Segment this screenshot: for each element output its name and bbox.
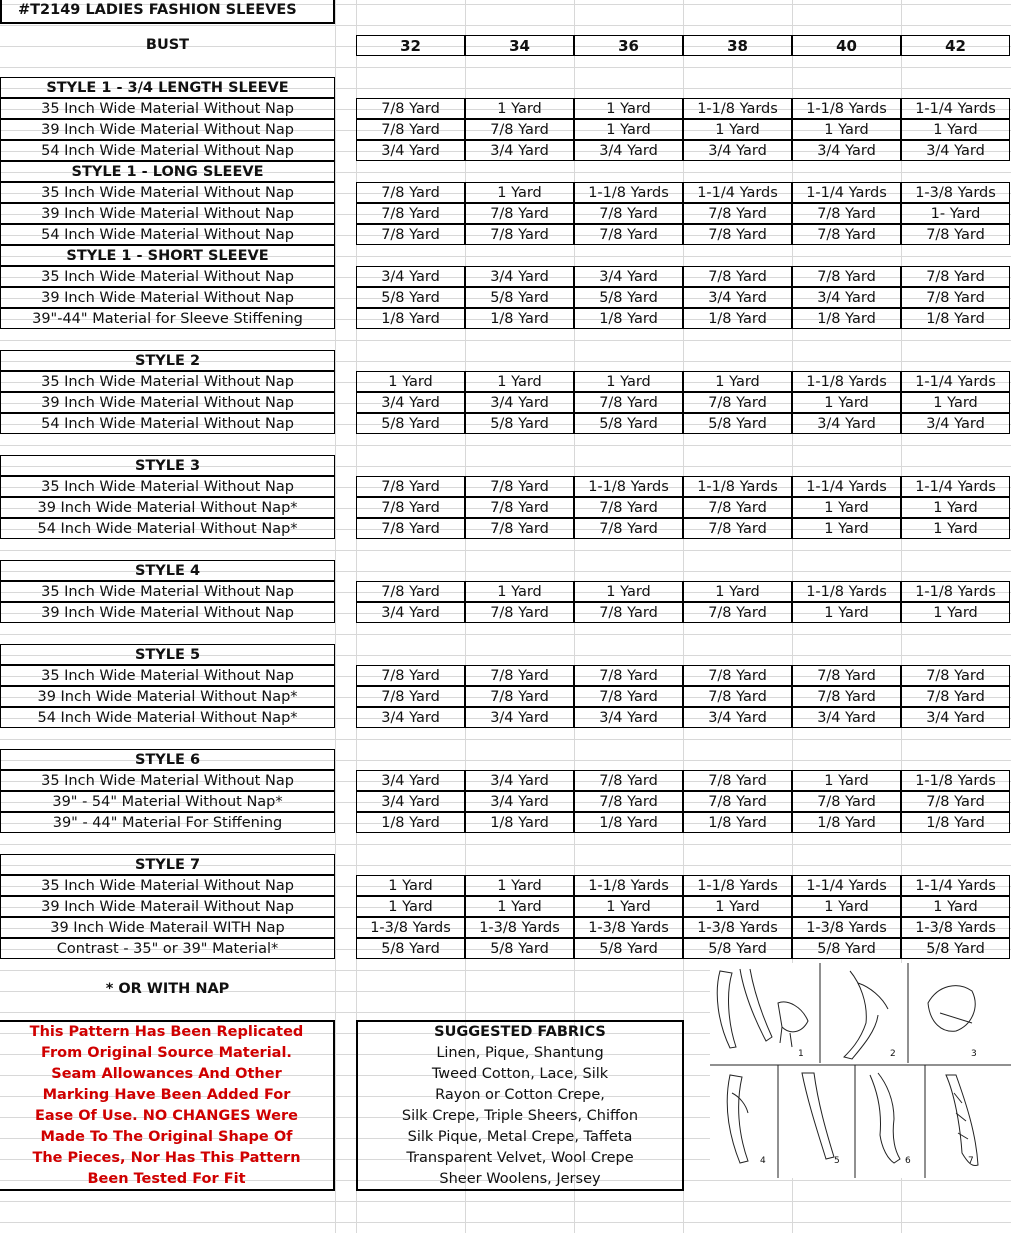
yardage-value: 3/4 Yard <box>901 707 1010 728</box>
material-label: 54 Inch Wide Material Without Nap <box>0 224 335 245</box>
yardage-value: 7/8 Yard <box>465 686 574 707</box>
yardage-value: 1-1/8 Yards <box>901 581 1010 602</box>
yardage-value: 1 Yard <box>465 875 574 896</box>
yardage-value: 3/4 Yard <box>683 707 792 728</box>
yardage-value: 5/8 Yard <box>465 413 574 434</box>
yardage-value: 3/4 Yard <box>901 140 1010 161</box>
yardage-value: 7/8 Yard <box>465 476 574 497</box>
yardage-value: 5/8 Yard <box>901 938 1010 959</box>
yardage-value: 3/4 Yard <box>356 392 465 413</box>
yardage-value: 1 Yard <box>901 497 1010 518</box>
yardage-value: 3/4 Yard <box>356 770 465 791</box>
yardage-value: 1-1/8 Yards <box>683 875 792 896</box>
notice-line: Marking Have Been Added For <box>42 1087 291 1103</box>
yardage-value: 1/8 Yard <box>465 812 574 833</box>
yardage-value: 1-1/4 Yards <box>901 371 1010 392</box>
yardage-value: 3/4 Yard <box>465 770 574 791</box>
yardage-value: 1-1/8 Yards <box>792 98 901 119</box>
yardage-value: 7/8 Yard <box>574 224 683 245</box>
yardage-value: 5/8 Yard <box>683 938 792 959</box>
fabric-line: Transparent Velvet, Wool Crepe <box>406 1150 634 1166</box>
yardage-value: 1 Yard <box>465 98 574 119</box>
notice-line: Seam Allowances And Other <box>51 1066 282 1082</box>
material-label: 39 Inch Wide Material Without Nap <box>0 287 335 308</box>
fabric-line: Silk Crepe, Triple Sheers, Chiffon <box>401 1108 639 1124</box>
yardage-value: 7/8 Yard <box>792 224 901 245</box>
yardage-value: 7/8 Yard <box>683 497 792 518</box>
material-label: 35 Inch Wide Material Without Nap <box>0 266 335 287</box>
section-heading: STYLE 7 <box>0 854 335 875</box>
yardage-value: 1 Yard <box>792 518 901 539</box>
section-heading: STYLE 5 <box>0 644 335 665</box>
yardage-value: 1 Yard <box>901 119 1010 140</box>
yardage-value: 1-3/8 Yards <box>683 917 792 938</box>
yardage-value: 7/8 Yard <box>356 518 465 539</box>
yardage-value: 3/4 Yard <box>683 140 792 161</box>
yardage-value: 1-3/8 Yards <box>356 917 465 938</box>
yardage-value: 7/8 Yard <box>356 203 465 224</box>
suggested-fabrics-box <box>356 1020 684 1191</box>
yardage-value: 5/8 Yard <box>356 413 465 434</box>
sheet-title: #T2149 LADIES FASHION SLEEVES <box>0 0 335 24</box>
yardage-value: 7/8 Yard <box>901 266 1010 287</box>
yardage-value: 7/8 Yard <box>683 203 792 224</box>
yardage-value: 5/8 Yard <box>465 287 574 308</box>
yardage-value: 7/8 Yard <box>465 665 574 686</box>
yardage-value: 5/8 Yard <box>356 287 465 308</box>
yardage-value: 7/8 Yard <box>574 791 683 812</box>
yardage-value: 5/8 Yard <box>574 938 683 959</box>
grid-line <box>335 0 336 1233</box>
yardage-value: 3/4 Yard <box>792 287 901 308</box>
yardage-value: 3/4 Yard <box>574 266 683 287</box>
section-heading: STYLE 4 <box>0 560 335 581</box>
yardage-value: 1 Yard <box>683 581 792 602</box>
material-label: 39" - 44" Material For Stiffening <box>0 812 335 833</box>
yardage-value: 1-1/4 Yards <box>792 875 901 896</box>
yardage-value: 7/8 Yard <box>901 224 1010 245</box>
material-label: 35 Inch Wide Material Without Nap <box>0 581 335 602</box>
sketch-number: 5 <box>834 1156 840 1166</box>
notice-line: Made To The Original Shape Of <box>40 1129 293 1145</box>
sketch-number: 4 <box>760 1156 766 1166</box>
yardage-value: 7/8 Yard <box>683 224 792 245</box>
material-label: 35 Inch Wide Material Without Nap <box>0 476 335 497</box>
yardage-value: 7/8 Yard <box>574 770 683 791</box>
yardage-value: 7/8 Yard <box>356 497 465 518</box>
yardage-value: 7/8 Yard <box>792 686 901 707</box>
yardage-value: 7/8 Yard <box>901 686 1010 707</box>
yardage-value: 7/8 Yard <box>356 665 465 686</box>
yardage-value: 1 Yard <box>901 896 1010 917</box>
yardage-value: 1 Yard <box>792 119 901 140</box>
size-header: 38 <box>683 35 792 56</box>
material-label: 35 Inch Wide Material Without Nap <box>0 182 335 203</box>
yardage-value: 1-3/8 Yards <box>574 917 683 938</box>
bust-label: BUST <box>145 37 190 53</box>
section-heading: STYLE 1 - 3/4 LENGTH SLEEVE <box>0 77 335 98</box>
material-label: 39 Inch Wide Materail Without Nap <box>0 896 335 917</box>
yardage-value: 7/8 Yard <box>465 119 574 140</box>
yardage-value: 7/8 Yard <box>356 98 465 119</box>
yardage-value: 3/4 Yard <box>465 392 574 413</box>
yardage-value: 1-1/8 Yards <box>792 581 901 602</box>
yardage-value: 7/8 Yard <box>683 392 792 413</box>
yardage-value: 1-3/8 Yards <box>901 917 1010 938</box>
yardage-value: 7/8 Yard <box>683 518 792 539</box>
yardage-value: 3/4 Yard <box>356 707 465 728</box>
notice-line: Ease Of Use. NO CHANGES Were <box>35 1108 298 1124</box>
yardage-value: 1 Yard <box>792 770 901 791</box>
yardage-value: 7/8 Yard <box>792 791 901 812</box>
yardage-value: 1-1/8 Yards <box>574 875 683 896</box>
yardage-value: 3/4 Yard <box>356 266 465 287</box>
yardage-value: 1/8 Yard <box>574 308 683 329</box>
notice-line: This Pattern Has Been Replicated <box>29 1024 304 1040</box>
yardage-value: 7/8 Yard <box>356 581 465 602</box>
material-label: 35 Inch Wide Material Without Nap <box>0 875 335 896</box>
yardage-value: 1/8 Yard <box>901 308 1010 329</box>
yardage-value: 1 Yard <box>574 98 683 119</box>
material-label: 39 Inch Wide Material Without Nap* <box>0 497 335 518</box>
fabric-line: Linen, Pique, Shantung <box>436 1045 604 1061</box>
yardage-value: 7/8 Yard <box>574 497 683 518</box>
yardage-value: 3/4 Yard <box>792 413 901 434</box>
material-label: 54 Inch Wide Material Without Nap* <box>0 518 335 539</box>
yardage-value: 5/8 Yard <box>465 938 574 959</box>
size-header: 42 <box>901 35 1010 56</box>
yardage-value: 1 Yard <box>792 392 901 413</box>
yardage-value: 7/8 Yard <box>792 266 901 287</box>
yardage-value: 1-1/4 Yards <box>792 476 901 497</box>
section-heading: STYLE 1 - SHORT SLEEVE <box>0 245 335 266</box>
material-label: 39 Inch Wide Material Without Nap <box>0 392 335 413</box>
material-label: 39 Inch Wide Material Without Nap <box>0 602 335 623</box>
yardage-value: 7/8 Yard <box>465 497 574 518</box>
yardage-value: 7/8 Yard <box>356 182 465 203</box>
yardage-value: 1-1/4 Yards <box>901 98 1010 119</box>
yardage-value: 7/8 Yard <box>465 203 574 224</box>
yardage-value: 3/4 Yard <box>792 140 901 161</box>
yardage-value: 1 Yard <box>574 896 683 917</box>
yardage-value: 7/8 Yard <box>356 119 465 140</box>
yardage-value: 1 Yard <box>356 875 465 896</box>
yardage-value: 5/8 Yard <box>574 287 683 308</box>
material-label: 39 Inch Wide Material Without Nap <box>0 119 335 140</box>
yardage-value: 1/8 Yard <box>792 308 901 329</box>
yardage-value: 1-1/8 Yards <box>792 371 901 392</box>
yardage-value: 1/8 Yard <box>683 308 792 329</box>
yardage-value: 1 Yard <box>574 581 683 602</box>
yardage-value: 7/8 Yard <box>901 665 1010 686</box>
size-header: 40 <box>792 35 901 56</box>
yardage-value: 7/8 Yard <box>792 203 901 224</box>
material-label: 35 Inch Wide Material Without Nap <box>0 665 335 686</box>
yardage-value: 1-1/8 Yards <box>574 182 683 203</box>
material-label: 39" - 54" Material Without Nap* <box>0 791 335 812</box>
sketch-number: 1 <box>798 1049 804 1059</box>
material-label: Contrast - 35" or 39" Material* <box>0 938 335 959</box>
yardage-value: 1-1/4 Yards <box>792 182 901 203</box>
sketch-number: 6 <box>905 1156 911 1166</box>
yardage-value: 3/4 Yard <box>356 791 465 812</box>
yardage-value: 7/8 Yard <box>574 203 683 224</box>
material-label: 39"-44" Material for Sleeve Stiffening <box>0 308 335 329</box>
yardage-value: 7/8 Yard <box>356 476 465 497</box>
yardage-value: 1 Yard <box>574 119 683 140</box>
yardage-value: 7/8 Yard <box>465 224 574 245</box>
yardage-value: 3/4 Yard <box>465 140 574 161</box>
yardage-value: 1-3/8 Yards <box>792 917 901 938</box>
yardage-value: 1/8 Yard <box>356 308 465 329</box>
yardage-value: 1-1/8 Yards <box>683 98 792 119</box>
yardage-value: 1/8 Yard <box>792 812 901 833</box>
yardage-value: 7/8 Yard <box>356 686 465 707</box>
yardage-value: 7/8 Yard <box>574 392 683 413</box>
yardage-value: 1-1/4 Yards <box>901 875 1010 896</box>
yardage-value: 7/8 Yard <box>683 665 792 686</box>
fabric-line: Sheer Woolens, Jersey <box>439 1171 601 1187</box>
yardage-value: 3/4 Yard <box>574 707 683 728</box>
yardage-value: 7/8 Yard <box>901 287 1010 308</box>
yardage-value: 3/4 Yard <box>465 791 574 812</box>
notice-line: From Original Source Material. <box>41 1045 292 1061</box>
yardage-value: 5/8 Yard <box>683 413 792 434</box>
yardage-value: 3/4 Yard <box>792 707 901 728</box>
material-label: 54 Inch Wide Material Without Nap <box>0 140 335 161</box>
sketch-number: 2 <box>890 1049 896 1059</box>
yardage-value: 3/4 Yard <box>683 287 792 308</box>
sleeve-sketches-illustration <box>710 963 1011 1178</box>
material-label: 35 Inch Wide Material Without Nap <box>0 98 335 119</box>
yardage-value: 7/8 Yard <box>574 602 683 623</box>
yardage-value: 1 Yard <box>901 518 1010 539</box>
yardage-value: 1-1/4 Yards <box>901 476 1010 497</box>
yardage-value: 5/8 Yard <box>574 413 683 434</box>
yardage-value: 1 Yard <box>465 896 574 917</box>
notice-box <box>0 1020 335 1191</box>
yardage-value: 3/4 Yard <box>356 602 465 623</box>
fabric-line: Rayon or Cotton Crepe, <box>435 1087 605 1103</box>
yardage-value: 1 Yard <box>901 602 1010 623</box>
yardage-value: 1/8 Yard <box>901 812 1010 833</box>
yardage-value: 1/8 Yard <box>574 812 683 833</box>
yardage-value: 5/8 Yard <box>792 938 901 959</box>
yardage-value: 3/4 Yard <box>356 140 465 161</box>
yardage-value: 3/4 Yard <box>465 266 574 287</box>
yardage-value: 1 Yard <box>356 371 465 392</box>
yardage-value: 1 Yard <box>792 602 901 623</box>
yardage-value: 3/4 Yard <box>574 140 683 161</box>
fabric-line: Silk Pique, Metal Crepe, Taffeta <box>407 1129 633 1145</box>
yardage-value: 7/8 Yard <box>683 602 792 623</box>
material-label: 35 Inch Wide Material Without Nap <box>0 371 335 392</box>
size-header: 34 <box>465 35 574 56</box>
yardage-value: 1-1/8 Yards <box>901 770 1010 791</box>
fabrics-heading: SUGGESTED FABRICS <box>434 1024 606 1040</box>
notice-line: The Pieces, Nor Has This Pattern <box>32 1150 301 1166</box>
footnote: * OR WITH NAP <box>105 981 230 997</box>
yardage-value: 7/8 Yard <box>574 665 683 686</box>
yardage-value: 1-1/4 Yards <box>683 182 792 203</box>
yardage-value: 1-1/8 Yards <box>574 476 683 497</box>
section-heading: STYLE 2 <box>0 350 335 371</box>
material-label: 39 Inch Wide Material Without Nap <box>0 203 335 224</box>
yardage-value: 5/8 Yard <box>356 938 465 959</box>
material-label: 54 Inch Wide Material Without Nap <box>0 413 335 434</box>
material-label: 35 Inch Wide Material Without Nap <box>0 770 335 791</box>
sketch-number: 7 <box>968 1156 974 1166</box>
section-heading: STYLE 6 <box>0 749 335 770</box>
yardage-value: 7/8 Yard <box>683 791 792 812</box>
yardage-value: 1 Yard <box>356 896 465 917</box>
yardage-value: 7/8 Yard <box>465 518 574 539</box>
yardage-value: 7/8 Yard <box>792 665 901 686</box>
yardage-value: 1 Yard <box>574 371 683 392</box>
yardage-value: 1-3/8 Yards <box>465 917 574 938</box>
section-heading: STYLE 3 <box>0 455 335 476</box>
yardage-value: 1 Yard <box>901 392 1010 413</box>
yardage-value: 3/4 Yard <box>901 413 1010 434</box>
yardage-value: 1 Yard <box>683 371 792 392</box>
yardage-value: 1 Yard <box>465 371 574 392</box>
material-label: 39 Inch Wide Material Without Nap* <box>0 686 335 707</box>
material-label: 39 Inch Wide Materail WITH Nap <box>0 917 335 938</box>
yardage-value: 7/8 Yard <box>683 686 792 707</box>
yardage-value: 1 Yard <box>683 119 792 140</box>
yardage-value: 3/4 Yard <box>465 707 574 728</box>
yardage-value: 1/8 Yard <box>356 812 465 833</box>
yardage-value: 7/8 Yard <box>356 224 465 245</box>
fabric-line: Tweed Cotton, Lace, Silk <box>431 1066 609 1082</box>
yardage-value: 1 Yard <box>465 581 574 602</box>
yardage-value: 1-1/8 Yards <box>683 476 792 497</box>
yardage-value: 7/8 Yard <box>901 791 1010 812</box>
yardage-value: 7/8 Yard <box>574 518 683 539</box>
yardage-value: 1/8 Yard <box>683 812 792 833</box>
size-header: 32 <box>356 35 465 56</box>
yardage-value: 7/8 Yard <box>574 686 683 707</box>
notice-line: Been Tested For Fit <box>87 1171 246 1187</box>
yardage-value: 7/8 Yard <box>683 770 792 791</box>
size-header: 36 <box>574 35 683 56</box>
yardage-value: 1- Yard <box>901 203 1010 224</box>
sketch-number: 3 <box>971 1049 977 1059</box>
yardage-value: 7/8 Yard <box>465 602 574 623</box>
material-label: 54 Inch Wide Material Without Nap* <box>0 707 335 728</box>
yardage-value: 1-3/8 Yards <box>901 182 1010 203</box>
yardage-value: 1 Yard <box>683 896 792 917</box>
yardage-value: 7/8 Yard <box>683 266 792 287</box>
yardage-value: 1 Yard <box>792 497 901 518</box>
yardage-value: 1/8 Yard <box>465 308 574 329</box>
yardage-value: 1 Yard <box>792 896 901 917</box>
section-heading: STYLE 1 - LONG SLEEVE <box>0 161 335 182</box>
yardage-value: 1 Yard <box>465 182 574 203</box>
